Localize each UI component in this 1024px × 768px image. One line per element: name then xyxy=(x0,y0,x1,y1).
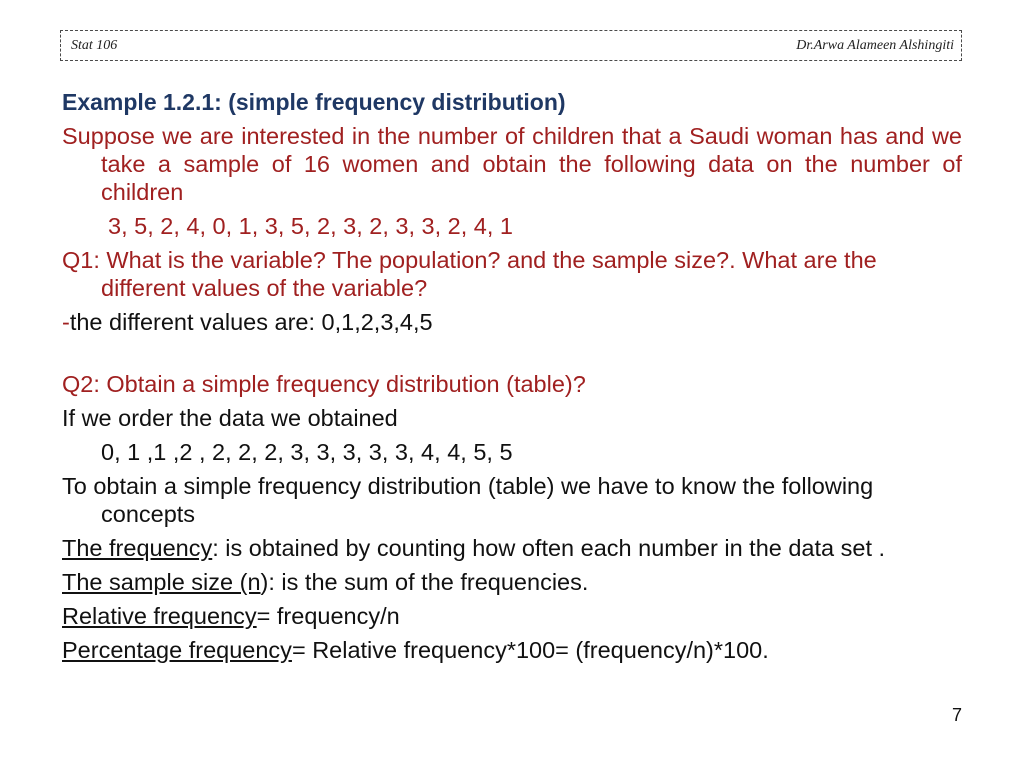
question-2: Q2: Obtain a simple frequency distribution (table)? xyxy=(62,371,586,397)
order-text: If we order the data we obtained xyxy=(62,405,398,431)
ordered-data: 0, 1 ,1 ,2 , 2, 2, 2, 3, 3, 3, 3, 3, 4, 4, 5, 5 xyxy=(101,439,513,465)
text-percentage-frequency: = Relative frequency*100= (frequency/n)*100. xyxy=(291,637,769,663)
author-label: Dr.Arwa Alameen Alshingiti xyxy=(796,38,954,53)
term-sample-size: The sample size (n xyxy=(62,569,261,595)
text-sample-size: ): is the sum of the frequencies. xyxy=(260,569,589,595)
definition-relative-frequency xyxy=(62,602,962,630)
slide-content xyxy=(62,88,962,664)
definition-sample-size xyxy=(62,568,962,596)
text-relative-frequency: = frequency/n xyxy=(256,603,400,629)
raw-data: 3, 5, 2, 4, 0, 1, 3, 5, 2, 3, 2, 3, 3, 2, 4, 1 xyxy=(108,213,513,239)
definition-frequency xyxy=(62,534,962,562)
example-title: Example 1.2.1: (simple frequency distribution) xyxy=(62,89,566,115)
question-1: Q1: What is the variable? The population? and the sample size?. What are the different values of the variable? xyxy=(62,247,877,301)
definition-percentage-frequency xyxy=(62,636,962,664)
course-label: Stat 106 xyxy=(71,38,118,53)
text-frequency: : is obtained by counting how often each number in the data set . xyxy=(212,535,886,561)
values-dash: - xyxy=(62,309,70,335)
term-frequency: The frequency xyxy=(62,535,213,561)
page-number: 7 xyxy=(951,705,962,725)
values-line xyxy=(62,308,962,336)
intro-paragraph: Suppose we are interested in the number of children that a Saudi woman has and we take a sample of 16 women and obtain the following data on the number of children xyxy=(62,123,962,205)
term-relative-frequency: Relative frequency xyxy=(62,603,257,629)
values-text: the different values are: 0,1,2,3,4,5 xyxy=(69,309,433,335)
concepts-text: To obtain a simple frequency distribution (table) we have to know the following concepts xyxy=(62,473,874,527)
term-percentage-frequency: Percentage frequency xyxy=(62,637,292,663)
slide-header xyxy=(60,30,962,61)
